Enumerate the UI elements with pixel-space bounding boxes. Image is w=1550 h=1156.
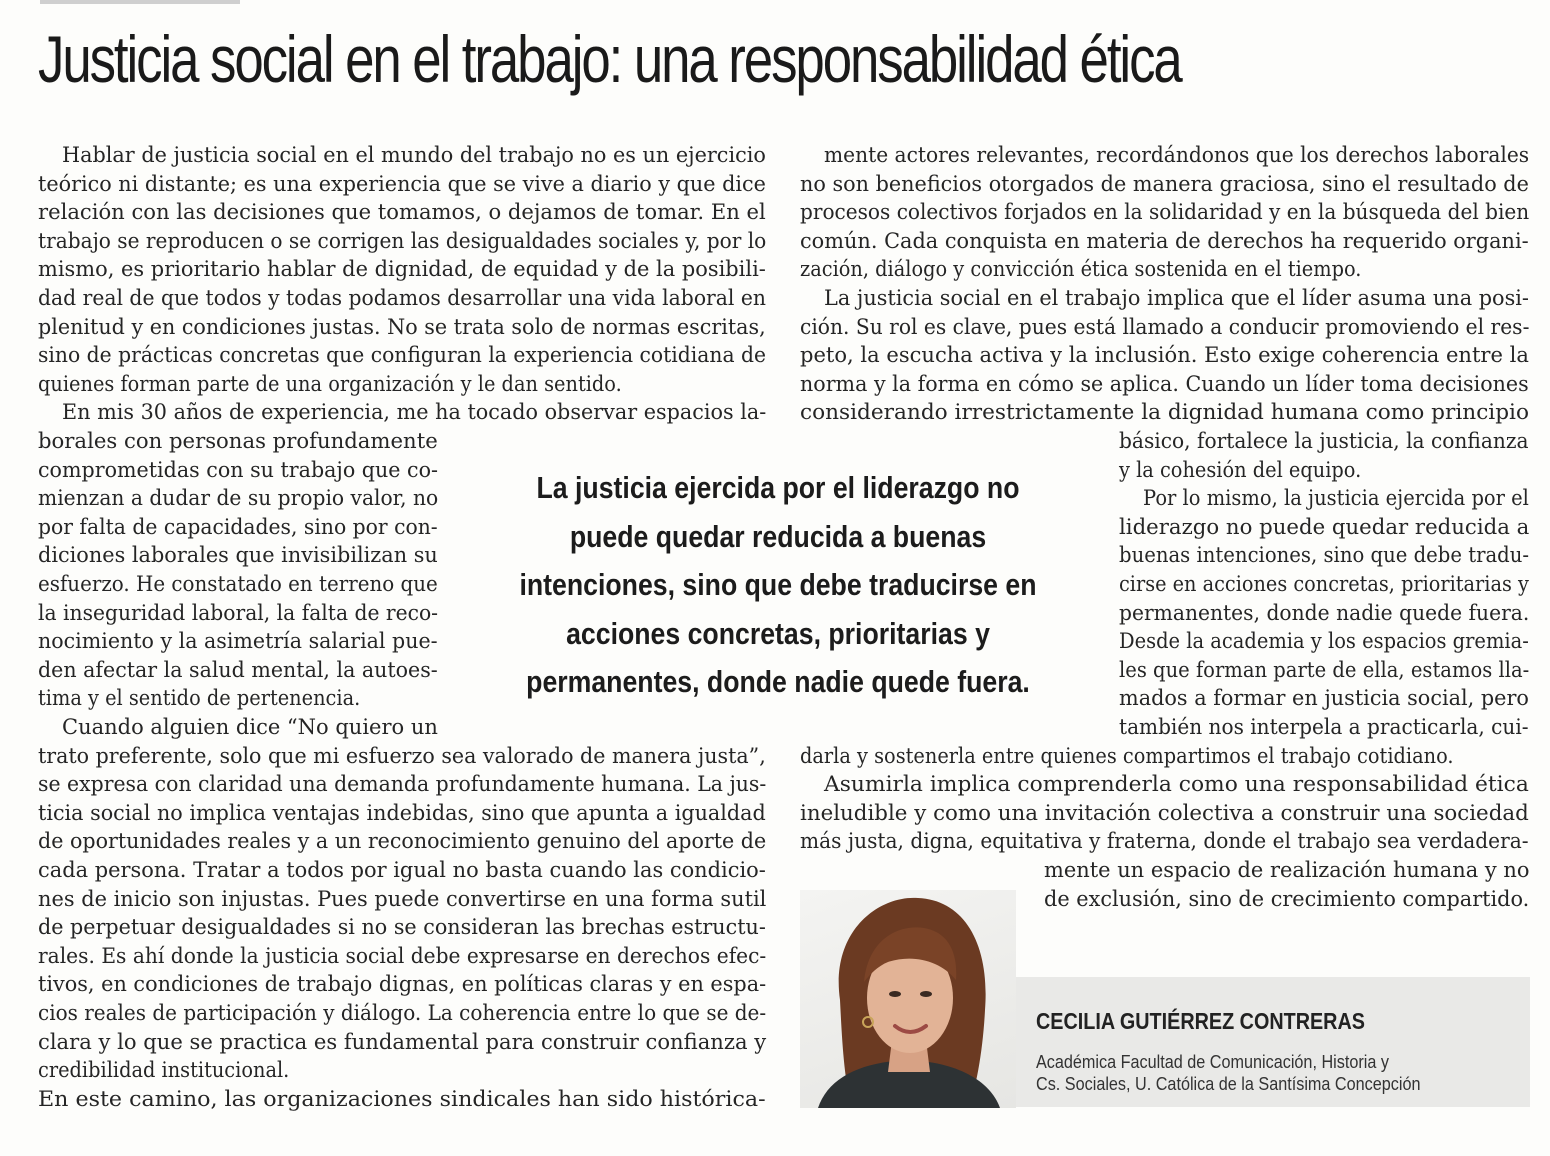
pull-quote-line: permanentes, donde nadie quede fuera. <box>526 664 1030 700</box>
article-line: por falta de capacidades, sino por con- <box>38 514 438 540</box>
article-line: buenas intenciones, sino que debe tradu- <box>1119 543 1530 569</box>
article-line: también nos interpela a practicarla, cui- <box>1119 715 1529 740</box>
article-line: común. Cada conquista en materia de derechos ha requerido organi- <box>800 228 1529 254</box>
author-role-line: Cs. Sociales, U. Católica de la Santísima Concepción <box>1036 1074 1421 1094</box>
author-role-line: Académica Facultad de Comunicación, Historia y <box>1036 1052 1389 1072</box>
article-line: rales. Es ahí donde la justicia social debe expresarse en derechos efec- <box>38 943 767 969</box>
article-line: cada persona. Tratar a todos por igual no basta cuando las condicio- <box>38 858 766 883</box>
headline: Justicia social en el trabajo: una responsabilidad ética <box>38 22 1181 96</box>
article-line: cirse en acciones concretas, prioritarias y <box>1119 572 1529 597</box>
article-line: Por lo mismo, la justicia ejercida por el <box>1143 486 1529 512</box>
article-line: plenitud y en condiciones justas. No se trata solo de normas escritas, <box>38 314 766 340</box>
article-line: más justa, digna, equitativa y fraterna, donde el trabajo sea verdadera- <box>800 829 1529 855</box>
article-line: credibilidad institucional. <box>38 1058 290 1084</box>
article-line: la inseguridad laboral, la falta de reco- <box>38 600 439 626</box>
article-line: liderazgo no puede quedar reducida a <box>1119 514 1530 540</box>
article-line: no son beneficios otorgados de manera graciosa, sino el resultado de <box>800 171 1529 197</box>
article-line: diciones laborales que invisibilizan su <box>38 543 438 569</box>
article-line: clara y lo que se practica es fundamental para construir confianza y <box>38 1029 767 1055</box>
article-line: darla y sostenerla entre quienes compartimos el trabajo cotidiano. <box>800 743 1454 769</box>
article-line: tima y el sentido de pertenencia. <box>38 686 361 712</box>
article-line: teórico ni distante; es una experiencia que se vive a diario y que dice <box>38 171 766 197</box>
article-line: nes de inicio son injustas. Pues puede convertirse en una forma sutil <box>38 886 767 912</box>
article-line: considerando irrestrictamente la dignidad humana como principio <box>800 400 1529 426</box>
article-line: procesos colectivos forjados en la solidaridad y en la búsqueda del bien <box>800 200 1530 226</box>
article-line: mados a formar en justicia social, pero <box>1119 686 1529 712</box>
author-photo <box>800 890 1016 1108</box>
article-line: se expresa con claridad una demanda profundamente humana. La jus- <box>38 772 767 798</box>
article-line: y la cohesión del equipo. <box>1119 457 1362 483</box>
article-line: Asumirla implica comprenderla como una responsabilidad ética <box>824 772 1529 798</box>
article-line: quienes forman parte de una organización y le dan sentido. <box>38 371 622 397</box>
author-name: CECILIA GUTIÉRREZ CONTRERAS <box>1036 1008 1365 1034</box>
pull-quote <box>472 464 1084 707</box>
article-line: borales con personas profundamente <box>38 429 438 454</box>
article-line: de perpetuar desigualdades si no se consideran las brechas estructu- <box>38 915 766 941</box>
article-line: relación con las decisiones que tomamos, o dejamos de tomar. En el <box>38 200 766 226</box>
article-line: ineludible y como una invitación colectiva a construir una sociedad <box>800 800 1529 826</box>
article-line: ticia social no implica ventajas indebidas, sino que apunta a igualdad <box>38 800 766 826</box>
article-line: básico, fortalece la justicia, la confianza <box>1119 429 1529 454</box>
article-line: tivos, en condiciones de trabajo dignas, en políticas claras y en espa- <box>38 972 767 998</box>
article-line: de exclusión, sino de crecimiento compartido. <box>1044 886 1530 912</box>
article-line: mienzan a dudar de su propio valor, no <box>38 486 439 512</box>
article-line: ción. Su rol es clave, pues está llamado a conducir promoviendo el res- <box>800 314 1530 340</box>
article-line: En este camino, las organizaciones sindicales han sido histórica- <box>38 1086 766 1112</box>
article-line: norma y la forma en cómo se aplica. Cuando un líder toma decisiones <box>800 371 1529 397</box>
pull-quote-line: intenciones, sino que debe traducirse en <box>519 567 1037 603</box>
article-line: mente un espacio de realización humana y no <box>1044 858 1530 883</box>
article-line: nocimiento y la asimetría salarial pue- <box>38 629 438 655</box>
pull-quote-line: puede quedar reducida a buenas <box>569 518 987 554</box>
article-line: sino de prácticas concretas que configuran la experiencia cotidiana de <box>38 343 767 369</box>
article-line: Cuando alguien dice “No quiero un <box>62 715 438 740</box>
pull-quote-line: La justicia ejercida por el liderazgo no <box>536 470 1020 505</box>
article-line: zación, diálogo y convicción ética sostenida en el tiempo. <box>800 257 1362 283</box>
article-line: Hablar de justicia social en el mundo del trabajo no es un ejercicio <box>62 143 766 168</box>
article-line: trato preferente, solo que mi esfuerzo sea valorado de manera justa”, <box>38 743 766 769</box>
article-line: dad real de que todos y todas podamos desarrollar una vida laboral en <box>38 286 766 311</box>
article-line: Desde la academia y los espacios gremia- <box>1119 629 1529 655</box>
article-line: den afectar la salud mental, la autoes- <box>38 657 438 683</box>
article-line: trabajo se reproducen o se corrigen las desigualdades sociales y, por lo <box>38 228 767 254</box>
article-line: cios reales de participación y diálogo. La coherencia entre lo que se de- <box>38 1001 767 1026</box>
article-line: peto, la escucha activa y la inclusión. Esto exige coherencia entre la <box>800 343 1529 369</box>
article-line: comprometidas con su trabajo que co- <box>38 457 438 483</box>
article-line: mente actores relevantes, recordándonos que los derechos laborales <box>824 143 1530 168</box>
article-line: permanentes, donde nadie quede fuera. <box>1119 600 1530 626</box>
pull-quote-line: acciones concretas, prioritarias y <box>566 615 990 651</box>
top-rule <box>40 0 240 4</box>
article-line: En mis 30 años de experiencia, me ha tocado observar espacios la- <box>62 400 767 426</box>
article-line: mismo, es prioritario hablar de dignidad, de equidad y de la posibili- <box>38 257 766 283</box>
article-line: esfuerzo. He constatado en terreno que <box>38 572 438 597</box>
article-line: les que forman parte de ella, estamos lla- <box>1119 657 1530 683</box>
article-line: de oportunidades reales y a un reconocimiento genuino del aporte de <box>38 829 767 855</box>
article-line: La justicia social en el trabajo implica que el líder asuma una posi- <box>824 286 1529 311</box>
